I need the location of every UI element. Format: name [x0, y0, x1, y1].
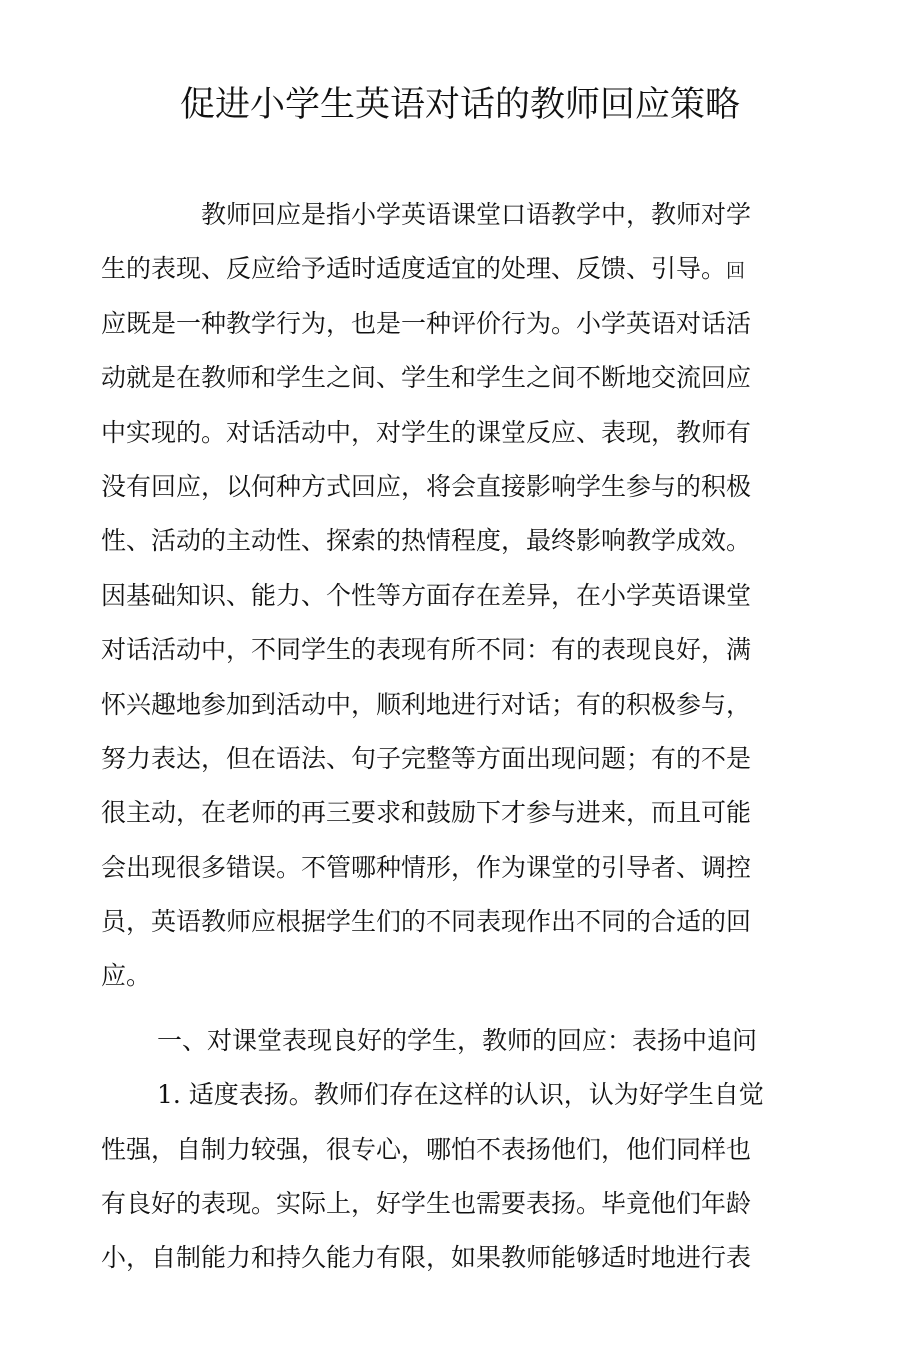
paragraph-line: 员，英语教师应根据学生们的不同表现作出不同的合适的回: [101, 907, 752, 937]
paragraph-line-trail: 回: [726, 260, 746, 283]
paragraph-line: 会出现很多错误。不管哪种情形，作为课堂的引导者、调控: [101, 852, 752, 882]
paragraph-line: 动就是在教师和学生之间、学生和学生之间不断地交流回应: [101, 363, 752, 393]
paragraph-line: 有良好的表现。实际上，好学生也需要表扬。毕竟他们年龄: [101, 1189, 752, 1219]
paragraph-line: 应。: [101, 961, 152, 991]
paragraph-line: [101, 242, 781, 296]
paragraph-line: 应既是一种教学行为，也是一种评价行为。小学英语对话活: [101, 308, 752, 338]
section-heading: 一、对课堂表现良好的学生，教师的回应：表扬中追问: [157, 1025, 758, 1055]
paragraph-line: 没有回应，以何种方式回应，将会直接影响学生参与的积极: [101, 471, 752, 501]
paragraph-line-text: 生的表现、反应给予适时适度适宜的处理、反馈、引导。: [101, 254, 727, 284]
paragraph-line: 很主动，在老师的再三要求和鼓励下才参与进来，而且可能: [101, 798, 752, 828]
paragraph-line: 对话活动中，不同学生的表现有所不同：有的表现良好，满: [101, 635, 752, 665]
paragraph-line: 怀兴趣地参加到活动中，顺利地进行对话；有的积极参与，: [101, 689, 752, 719]
document-title: 促进小学生英语对话的教师回应策略: [179, 85, 740, 125]
paragraph-line: 1. 适度表扬。教师们存在这样的认识，认为好学生自觉: [157, 1080, 764, 1110]
paragraph-spacer: [101, 1004, 781, 1014]
paragraph-line: 努力表达，但在语法、句子完整等方面出现问题；有的不是: [101, 743, 752, 773]
paragraph-line: 性、活动的主动性、探索的热情程度，最终影响教学成效。: [101, 526, 752, 556]
document-body: [101, 188, 781, 1286]
paragraph-line: 因基础知识、能力、个性等方面存在差异，在小学英语课堂: [101, 580, 752, 610]
paragraph-line: 性强，自制力较强，很专心，哪怕不表扬他们，他们同样也: [101, 1134, 752, 1164]
paragraph-line: 小，自制能力和持久能力有限，如果教师能够适时地进行表: [101, 1243, 752, 1273]
paragraph-line: 教师回应是指小学英语课堂口语教学中，教师对学: [201, 200, 752, 229]
paragraph-line: 中实现的。对话活动中，对学生的课堂反应、表现，教师有: [101, 417, 752, 447]
